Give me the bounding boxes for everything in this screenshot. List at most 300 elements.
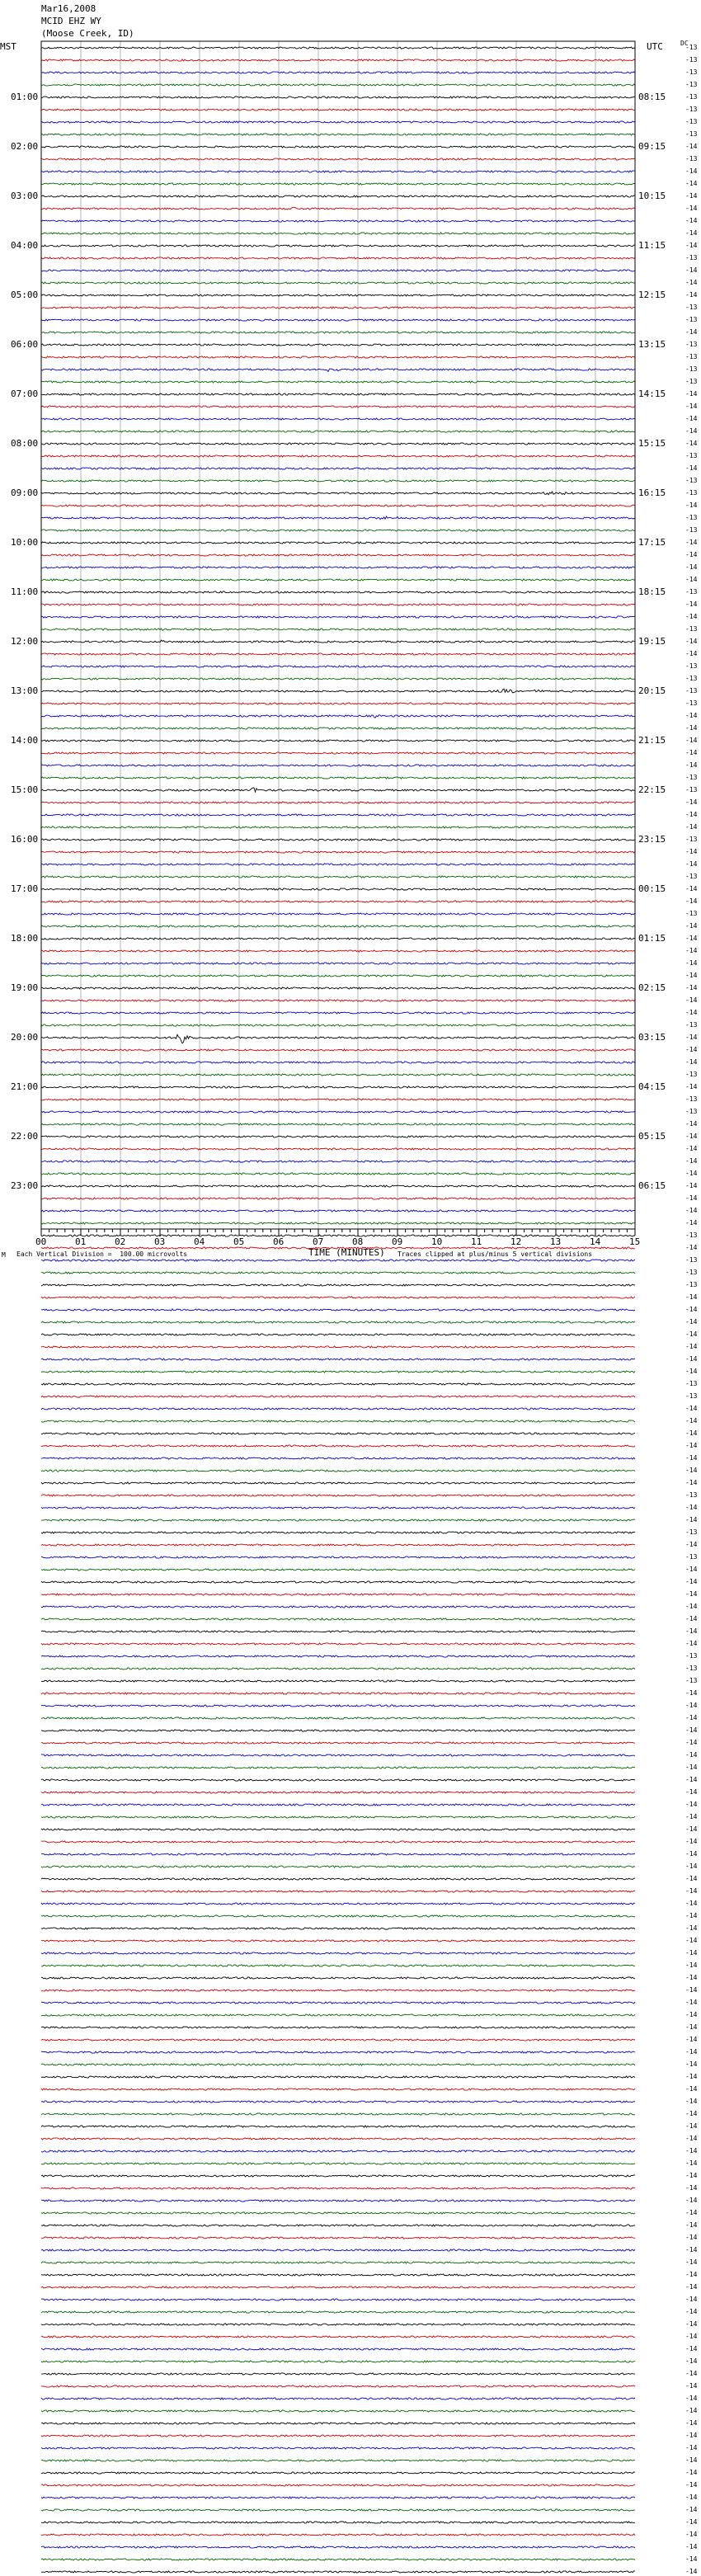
trace-row <box>41 1034 635 1043</box>
row-offset-label: -14 <box>685 1343 698 1350</box>
trace-row <box>41 2274 635 2276</box>
trace-row <box>41 2484 635 2486</box>
trace-row <box>41 207 635 210</box>
trace-row <box>41 1866 635 1867</box>
trace-row <box>41 369 635 372</box>
row-offset-label: -13 <box>685 56 698 64</box>
row-offset-label: -14 <box>685 885 698 892</box>
row-offset-label: -14 <box>685 600 698 608</box>
trace-row <box>41 715 635 718</box>
row-offset-label: -14 <box>685 1863 698 1870</box>
row-offset-label: -14 <box>685 737 698 744</box>
trace-row <box>41 1260 635 1261</box>
row-offset-label: -14 <box>685 2308 698 2315</box>
row-offset-label: -14 <box>685 2209 698 2216</box>
trace-row <box>41 1445 635 1447</box>
row-offset-label: -14 <box>685 1788 698 1796</box>
x-tick-label: 06 <box>273 1236 285 1247</box>
left-hour-label: 08:00 <box>11 438 39 449</box>
trace-row <box>41 788 635 792</box>
trace-row <box>41 1297 635 1298</box>
trace-row <box>41 1198 635 1199</box>
time-gridlines <box>81 41 595 1229</box>
row-offset-label: -14 <box>685 761 698 769</box>
row-offset-label: -14 <box>685 823 698 831</box>
station-name: MCID EHZ WY <box>41 16 101 26</box>
row-offset-label: -14 <box>685 1590 698 1598</box>
trace-row <box>41 542 635 544</box>
left-hour-label: 13:00 <box>11 685 39 696</box>
trace-row <box>41 2447 635 2449</box>
row-offset-label: -14 <box>685 650 698 657</box>
trace-row <box>41 245 635 247</box>
row-offset-label: -14 <box>685 1986 698 1994</box>
row-offset-label: -14 <box>685 2110 698 2117</box>
row-offset-label: -13 <box>685 316 698 323</box>
trace-row <box>41 2435 635 2437</box>
right-hour-label: 03:15 <box>638 1032 666 1043</box>
trace-row <box>41 1148 635 1150</box>
trace-row <box>41 1767 635 1768</box>
left-hour-label: 02:00 <box>11 141 39 152</box>
right-hour-label: 01:15 <box>638 933 666 944</box>
trace-row <box>41 1556 635 1558</box>
row-offset-label: -14 <box>685 1182 698 1189</box>
trace-row <box>41 294 635 296</box>
row-offset-label: -14 <box>685 2382 698 2390</box>
station-location: (Moose Creek, ID) <box>41 28 134 39</box>
trace-row <box>41 109 635 111</box>
trace-row <box>41 2311 635 2313</box>
row-offset-label: -13 <box>685 353 698 360</box>
trace-row <box>41 1507 635 1509</box>
row-offset-label: -13 <box>685 1528 698 1536</box>
row-offset-label: -13 <box>685 44 698 51</box>
right-hour-label: 23:15 <box>638 834 666 845</box>
trace-row <box>41 2262 635 2263</box>
row-offset-label: -14 <box>685 1318 698 1326</box>
left-hour-label: 22:00 <box>11 1131 39 1142</box>
trace-row <box>41 1086 635 1088</box>
trace-row <box>41 516 635 520</box>
trace-row <box>41 591 635 593</box>
trace-row <box>41 2187 635 2189</box>
trace-row <box>41 1940 635 1942</box>
left-hour-label: 21:00 <box>11 1081 39 1092</box>
row-offset-label: -14 <box>685 1417 698 1425</box>
trace-row <box>41 2150 635 2152</box>
helicorder-plot <box>0 0 701 1265</box>
left-hour-label: 16:00 <box>11 834 39 845</box>
left-hour-label: 23:00 <box>11 1180 39 1191</box>
trace-row <box>41 839 635 841</box>
row-offset-label: -14 <box>685 1726 698 1734</box>
trace-row <box>41 2163 635 2164</box>
row-offset-label: -14 <box>685 1133 698 1140</box>
row-offset-label: -14 <box>685 996 698 1004</box>
trace-row <box>41 2324 635 2325</box>
row-offset-label: -14 <box>685 1306 698 1313</box>
trace-row <box>41 1012 635 1014</box>
row-offset-label: -14 <box>685 2333 698 2340</box>
trace-row <box>41 1346 635 1348</box>
row-offset-label: -13 <box>685 625 698 633</box>
trace-row <box>41 1495 635 1496</box>
right-hour-label: 15:15 <box>638 438 666 449</box>
row-offset-label: -13 <box>685 254 698 261</box>
row-offset-label: -14 <box>685 811 698 818</box>
row-offset-label: -14 <box>685 798 698 806</box>
trace-row <box>41 2361 635 2362</box>
row-offset-label: -13 <box>685 588 698 596</box>
trace-row <box>41 381 635 383</box>
trace-row <box>41 1532 635 1533</box>
trace-row <box>41 418 635 420</box>
row-offset-label: -14 <box>685 2271 698 2278</box>
row-offset-label: -14 <box>685 1961 698 1969</box>
row-offset-label: -13 <box>685 1491 698 1499</box>
row-offset-label: -14 <box>685 1516 698 1523</box>
row-offset-label: -14 <box>685 922 698 930</box>
trace-row <box>41 344 635 346</box>
row-offset-label: -14 <box>685 1627 698 1635</box>
right-hour-label: 19:15 <box>638 636 666 647</box>
row-offset-label: -14 <box>685 1999 698 2006</box>
trace-row <box>41 2559 635 2560</box>
trace-row <box>41 963 635 964</box>
row-offset-label: -14 <box>685 2456 698 2464</box>
row-offset-label: -14 <box>685 1219 698 1227</box>
trace-row <box>41 2460 635 2461</box>
trace-row <box>41 1928 635 1929</box>
row-offset-label: -14 <box>685 749 698 756</box>
row-offset-label: -14 <box>685 2172 698 2179</box>
row-offset-label: -13 <box>685 786 698 794</box>
row-offset-label: -14 <box>685 2407 698 2414</box>
trace-row <box>41 1655 635 1657</box>
trace-row <box>41 1903 635 1905</box>
trace-row <box>41 1396 635 1397</box>
left-hour-label: 06:00 <box>11 339 39 350</box>
trace-row <box>41 1705 635 1707</box>
trace-row <box>41 2373 635 2375</box>
trace-row <box>41 257 635 259</box>
trace-row <box>41 84 635 86</box>
trace-row <box>41 579 635 581</box>
scale-note: Each Vertical Division = 100.00 microvolts <box>16 1250 188 1258</box>
trace-row <box>41 183 635 185</box>
trace-row <box>41 2027 635 2028</box>
trace-row <box>41 1235 635 1236</box>
row-offset-label: -14 <box>685 2048 698 2056</box>
right-hour-label: 00:15 <box>638 883 666 894</box>
trace-row <box>41 1024 635 1026</box>
x-tick-label: 01 <box>75 1236 87 1247</box>
trace-row <box>41 2410 635 2412</box>
row-offset-label: -14 <box>685 1603 698 1610</box>
row-offset-label: -14 <box>685 1751 698 1759</box>
trace-row <box>41 158 635 160</box>
row-offset-label: -14 <box>685 403 698 410</box>
trace-row <box>41 2472 635 2474</box>
trace-row <box>41 233 635 234</box>
row-offset-label: -13 <box>685 155 698 162</box>
row-offset-label: -14 <box>685 2221 698 2229</box>
trace-row <box>41 1062 635 1063</box>
right-hour-label: 12:15 <box>638 290 666 300</box>
trace-row <box>41 1717 635 1719</box>
row-offset-label: -14 <box>685 2518 698 2526</box>
trace-row <box>41 2051 635 2053</box>
trace-row <box>41 554 635 556</box>
trace-row <box>41 1161 635 1162</box>
trace-row <box>41 616 635 618</box>
right-hour-label: 13:15 <box>638 339 666 350</box>
trace-row <box>41 2398 635 2399</box>
trace-row <box>41 1383 635 1385</box>
left-hour-label: 17:00 <box>11 883 39 894</box>
x-tick-label: 05 <box>233 1236 245 1247</box>
x-tick-label: 02 <box>115 1236 126 1247</box>
trace-row <box>41 282 635 284</box>
row-offset-label: -14 <box>685 1145 698 1152</box>
trace-row <box>41 72 635 73</box>
trace-row <box>41 431 635 432</box>
row-offset-label: -14 <box>685 2159 698 2167</box>
row-offset-label: -14 <box>685 1009 698 1016</box>
left-hour-label: 19:00 <box>11 982 39 993</box>
row-offset-label: -14 <box>685 1900 698 1907</box>
trace-row <box>41 220 635 222</box>
row-offset-label: -14 <box>685 984 698 991</box>
trace-row <box>41 2014 635 2016</box>
trace-row <box>41 1470 635 1472</box>
trace-row <box>41 2385 635 2387</box>
row-offset-label: -14 <box>685 1764 698 1771</box>
left-hour-label: 05:00 <box>11 290 39 300</box>
trace-row <box>41 1099 635 1100</box>
row-offset-label: -14 <box>685 2419 698 2427</box>
trace-row <box>41 492 635 495</box>
row-offset-label: -14 <box>685 2060 698 2068</box>
row-offset-label: -14 <box>685 2444 698 2451</box>
trace-row <box>41 2076 635 2078</box>
row-offset-label: -14 <box>685 1640 698 1647</box>
row-offset-label: -14 <box>685 2184 698 2192</box>
trace-row <box>41 195 635 197</box>
trace-row <box>41 826 635 828</box>
row-offset-label: -14 <box>685 2481 698 2489</box>
corner-mark: M <box>2 1251 6 1259</box>
trace-row <box>41 2534 635 2536</box>
trace-row <box>41 270 635 271</box>
trace-row <box>41 530 635 531</box>
row-offset-label: -14 <box>685 427 698 435</box>
row-offset-label: -14 <box>685 1887 698 1895</box>
trace-row <box>41 2089 635 2090</box>
x-tick-label: 08 <box>352 1236 364 1247</box>
trace-row <box>41 777 635 779</box>
trace-row <box>41 1693 635 1694</box>
trace-row <box>41 876 635 878</box>
row-offset-label: -14 <box>685 2234 698 2241</box>
row-offset-label: -14 <box>685 192 698 200</box>
x-tick-label: 07 <box>313 1236 324 1247</box>
trace-row <box>41 1754 635 1756</box>
right-hour-label: 06:15 <box>638 1180 666 1191</box>
trace-row <box>41 1408 635 1410</box>
row-offset-label: -14 <box>685 2531 698 2538</box>
row-offset-label: -14 <box>685 1974 698 1981</box>
row-offset-label: -14 <box>685 2197 698 2204</box>
trace-row <box>41 1891 635 1892</box>
trace-row <box>41 1136 635 1137</box>
row-offset-label: -14 <box>685 1058 698 1066</box>
row-offset-label: -14 <box>685 167 698 175</box>
trace-row <box>41 2299 635 2301</box>
row-offset-label: -14 <box>685 2357 698 2365</box>
row-offset-label: -13 <box>685 1665 698 1672</box>
x-tick-label: 14 <box>590 1236 601 1247</box>
row-offset-label: -14 <box>685 1566 698 1573</box>
row-offset-label: -14 <box>685 1355 698 1363</box>
trace-row <box>41 468 635 469</box>
row-offset-label: -14 <box>685 1467 698 1474</box>
row-offset-label: -13 <box>685 1281 698 1288</box>
right-hour-label: 14:15 <box>638 389 666 399</box>
row-offset-label: -14 <box>685 242 698 249</box>
right-hour-label: 04:15 <box>638 1081 666 1092</box>
left-hour-label: 09:00 <box>11 487 39 498</box>
trace-row <box>41 1173 635 1175</box>
row-offset-label: -14 <box>685 1207 698 1214</box>
trace-row <box>41 97 635 98</box>
trace-row <box>41 121 635 123</box>
row-offset-label: -14 <box>685 1949 698 1957</box>
trace-row <box>41 1359 635 1360</box>
row-offset-label: -14 <box>685 1850 698 1858</box>
row-offset-label: -14 <box>685 1429 698 1437</box>
right-timezone-label: UTC <box>647 41 663 52</box>
trace-row <box>41 406 635 407</box>
trace-row <box>41 925 635 927</box>
trace-row <box>41 1618 635 1620</box>
trace-row <box>41 913 635 915</box>
left-hour-label: 12:00 <box>11 636 39 647</box>
row-offset-label: -14 <box>685 2073 698 2080</box>
trace-row <box>41 950 635 952</box>
right-hour-label: 05:15 <box>638 1131 666 1142</box>
row-offset-label: -13 <box>685 452 698 459</box>
row-offset-label: -14 <box>685 266 698 274</box>
trace-row <box>41 1853 635 1855</box>
trace-row <box>41 2336 635 2338</box>
trace-row <box>41 134 635 135</box>
trace-row <box>41 1643 635 1645</box>
row-offset-label: -14 <box>685 279 698 286</box>
trace-row <box>41 2175 635 2177</box>
trace-row <box>41 678 635 680</box>
trace-row <box>41 1210 635 1212</box>
row-offset-label: -14 <box>685 1034 698 1041</box>
x-tick-label: 11 <box>471 1236 482 1247</box>
row-offset-label: -14 <box>685 1454 698 1462</box>
trace-row <box>41 728 635 729</box>
trace-row <box>41 1742 635 1744</box>
trace-row <box>41 1680 635 1682</box>
row-offset-label: -14 <box>685 2011 698 2018</box>
right-hour-label: 09:15 <box>638 141 666 152</box>
row-offset-label: -14 <box>685 2494 698 2501</box>
trace-row <box>41 59 635 61</box>
row-offset-label: -14 <box>685 2555 698 2563</box>
trace-row <box>41 2200 635 2202</box>
row-offset-label: -14 <box>685 712 698 719</box>
x-tick-label: 03 <box>154 1236 166 1247</box>
left-hour-label: 03:00 <box>11 191 39 201</box>
trace-row <box>41 1990 635 1991</box>
row-offset-label: -14 <box>685 2283 698 2291</box>
trace-row <box>41 666 635 667</box>
row-offset-label: -13 <box>685 68 698 76</box>
trace-row <box>41 2286 635 2288</box>
left-hour-label: 04:00 <box>11 240 39 251</box>
right-hour-label: 20:15 <box>638 685 666 696</box>
row-offset-label: -14 <box>685 972 698 979</box>
trace-row <box>41 319 635 321</box>
row-offset-label: -14 <box>685 291 698 299</box>
trace-row <box>41 1569 635 1571</box>
row-offset-label: -14 <box>685 576 698 583</box>
row-offset-label: -14 <box>685 2345 698 2352</box>
row-offset-label: -14 <box>685 2147 698 2155</box>
row-offset-label: -14 <box>685 724 698 732</box>
trace-row <box>41 1581 635 1583</box>
row-offset-label: -14 <box>685 1405 698 1412</box>
row-offset-label: -13 <box>685 106 698 113</box>
row-offset-label: -14 <box>685 1046 698 1053</box>
trace-row <box>41 1334 635 1335</box>
trace-row <box>41 480 635 482</box>
clip-note: Traces clipped at plus/minus 5 vertical divisions <box>398 1250 593 1258</box>
trace-row <box>41 1965 635 1966</box>
trace-row <box>41 1321 635 1323</box>
x-tick-label: 04 <box>194 1236 205 1247</box>
trace-row <box>41 1779 635 1781</box>
trace-row <box>41 443 635 445</box>
x-tick-label: 10 <box>431 1236 443 1247</box>
row-offset-label: -13 <box>685 1071 698 1078</box>
row-offset-label: -13 <box>685 1256 698 1264</box>
trace-row <box>41 2138 635 2140</box>
trace-row <box>41 1433 635 1434</box>
row-offset-label: -14 <box>685 1244 698 1251</box>
row-offset-label: -14 <box>685 897 698 905</box>
trace-row <box>41 1594 635 1595</box>
row-offset-label: -14 <box>685 2246 698 2253</box>
trace-row <box>41 653 635 655</box>
row-offset-label: -14 <box>685 638 698 645</box>
trace-row <box>41 2509 635 2511</box>
row-offset-label: -13 <box>685 341 698 348</box>
trace-row <box>41 2101 635 2103</box>
row-offset-label: -13 <box>685 1392 698 1400</box>
row-offset-label: -13 <box>685 1231 698 1239</box>
left-timezone-label: MST <box>0 41 16 52</box>
trace-row <box>41 1111 635 1113</box>
left-hour-label: 11:00 <box>11 586 39 597</box>
trace-row <box>41 2225 635 2226</box>
